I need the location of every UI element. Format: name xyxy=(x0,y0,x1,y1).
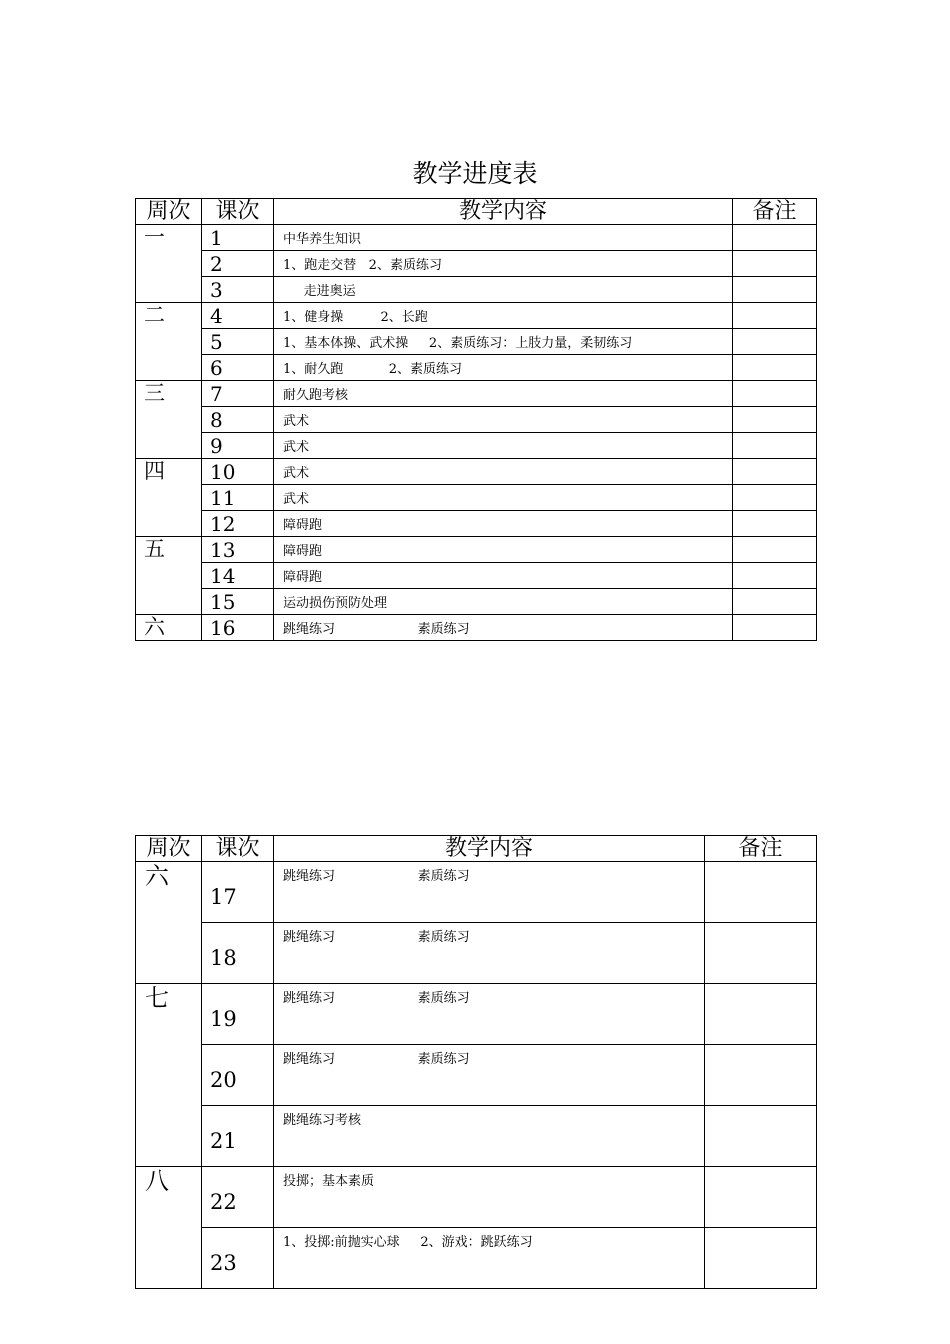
table-row xyxy=(136,923,817,984)
lesson-number: 2 xyxy=(202,251,274,277)
lesson-number: 23 xyxy=(202,1228,274,1289)
header-week: 周次 xyxy=(136,199,202,225)
lesson-number: 8 xyxy=(202,407,274,433)
lesson-number: 21 xyxy=(202,1106,274,1167)
header-content: 教学内容 xyxy=(274,836,705,862)
remarks-cell xyxy=(705,1167,817,1228)
remarks-cell xyxy=(733,329,817,355)
week-cell: 二 xyxy=(136,303,202,381)
remarks-cell xyxy=(705,984,817,1045)
lesson-number: 17 xyxy=(202,862,274,923)
week-cell: 六 xyxy=(136,615,202,641)
lesson-content: 1、跑走交替 2、素质练习 xyxy=(274,251,733,277)
week-cell: 七 xyxy=(136,984,202,1167)
remarks-cell xyxy=(733,303,817,329)
table-row xyxy=(136,1045,817,1106)
remarks-cell xyxy=(733,459,817,485)
lesson-number: 20 xyxy=(202,1045,274,1106)
lesson-content: 武术 xyxy=(274,485,733,511)
lesson-content: 1、基本体操、武术操 2、素质练习：上肢力量，柔韧练习 xyxy=(274,329,733,355)
lesson-number: 14 xyxy=(202,563,274,589)
lesson-number: 7 xyxy=(202,381,274,407)
lesson-content: 武术 xyxy=(274,433,733,459)
remarks-cell xyxy=(733,225,817,251)
lesson-content: 耐久跑考核 xyxy=(274,381,733,407)
table-row xyxy=(136,984,817,1045)
lesson-number: 5 xyxy=(202,329,274,355)
header-content: 教学内容 xyxy=(274,199,733,225)
lesson-content: 1、健身操 2、长跑 xyxy=(274,303,733,329)
lesson-content: 1、耐久跑 2、素质练习 xyxy=(274,355,733,381)
remarks-cell xyxy=(705,923,817,984)
week-cell: 五 xyxy=(136,537,202,615)
lesson-number: 4 xyxy=(202,303,274,329)
table-header-row xyxy=(136,836,817,862)
lesson-number: 10 xyxy=(202,459,274,485)
page-title: 教学进度表 xyxy=(412,159,538,188)
week-cell: 三 xyxy=(136,381,202,459)
lesson-number: 19 xyxy=(202,984,274,1045)
lesson-content: 1、投掷:前抛实心球 2、游戏：跳跃练习 xyxy=(274,1228,705,1289)
header-week: 周次 xyxy=(136,836,202,862)
table-row xyxy=(136,1106,817,1167)
remarks-cell xyxy=(733,433,817,459)
table-row xyxy=(136,537,817,563)
header-lesson: 课次 xyxy=(202,199,274,225)
lesson-content: 跳绳练习 素质练习 xyxy=(274,923,705,984)
table-row xyxy=(136,407,817,433)
table-row xyxy=(136,433,817,459)
lesson-content: 障碍跑 xyxy=(274,511,733,537)
schedule-table-1 xyxy=(135,198,817,641)
lesson-number: 15 xyxy=(202,589,274,615)
lesson-number: 12 xyxy=(202,511,274,537)
lesson-number: 1 xyxy=(202,225,274,251)
remarks-cell xyxy=(705,862,817,923)
table-row xyxy=(136,381,817,407)
remarks-cell xyxy=(733,537,817,563)
table-row xyxy=(136,277,817,303)
remarks-cell xyxy=(733,589,817,615)
week-cell: 一 xyxy=(136,225,202,303)
lesson-content: 中华养生知识 xyxy=(274,225,733,251)
lesson-content: 障碍跑 xyxy=(274,563,733,589)
remarks-cell xyxy=(705,1106,817,1167)
lesson-content: 跳绳练习 素质练习 xyxy=(274,615,733,641)
table-row xyxy=(136,862,817,923)
lesson-content: 跳绳练习 素质练习 xyxy=(274,862,705,923)
week-cell: 八 xyxy=(136,1167,202,1289)
remarks-cell xyxy=(705,1228,817,1289)
lesson-content: 跳绳练习考核 xyxy=(274,1106,705,1167)
lesson-number: 6 xyxy=(202,355,274,381)
lesson-content: 运动损伤预防处理 xyxy=(274,589,733,615)
remarks-cell xyxy=(733,277,817,303)
header-lesson: 课次 xyxy=(202,836,274,862)
remarks-cell xyxy=(733,485,817,511)
table-row xyxy=(136,589,817,615)
remarks-cell xyxy=(733,355,817,381)
table-header-row xyxy=(136,199,817,225)
table-row xyxy=(136,563,817,589)
lesson-content: 跳绳练习 素质练习 xyxy=(274,1045,705,1106)
lesson-content: 走进奥运 xyxy=(274,277,733,303)
lesson-content: 武术 xyxy=(274,407,733,433)
lesson-number: 3 xyxy=(202,277,274,303)
lesson-number: 16 xyxy=(202,615,274,641)
table-row xyxy=(136,303,817,329)
lesson-number: 9 xyxy=(202,433,274,459)
remarks-cell xyxy=(733,381,817,407)
table-row xyxy=(136,615,817,641)
remarks-cell xyxy=(733,563,817,589)
remarks-cell xyxy=(733,407,817,433)
remarks-cell xyxy=(705,1045,817,1106)
remarks-cell xyxy=(733,251,817,277)
lesson-content: 武术 xyxy=(274,459,733,485)
lesson-content: 跳绳练习 素质练习 xyxy=(274,984,705,1045)
remarks-cell xyxy=(733,511,817,537)
table-row xyxy=(136,485,817,511)
header-remarks: 备注 xyxy=(705,836,817,862)
lesson-content: 障碍跑 xyxy=(274,537,733,563)
header-remarks: 备注 xyxy=(733,199,817,225)
lesson-number: 11 xyxy=(202,485,274,511)
lesson-number: 18 xyxy=(202,923,274,984)
table-row xyxy=(136,1228,817,1289)
table-row xyxy=(136,1167,817,1228)
table-row xyxy=(136,225,817,251)
remarks-cell xyxy=(733,615,817,641)
table-row xyxy=(136,511,817,537)
schedule-table-2 xyxy=(135,835,817,1289)
table-row xyxy=(136,459,817,485)
week-cell: 六 xyxy=(136,862,202,984)
lesson-number: 13 xyxy=(202,537,274,563)
table-row xyxy=(136,355,817,381)
table-row xyxy=(136,251,817,277)
lesson-content: 投掷；基本素质 xyxy=(274,1167,705,1228)
week-cell: 四 xyxy=(136,459,202,537)
lesson-number: 22 xyxy=(202,1167,274,1228)
table-row xyxy=(136,329,817,355)
